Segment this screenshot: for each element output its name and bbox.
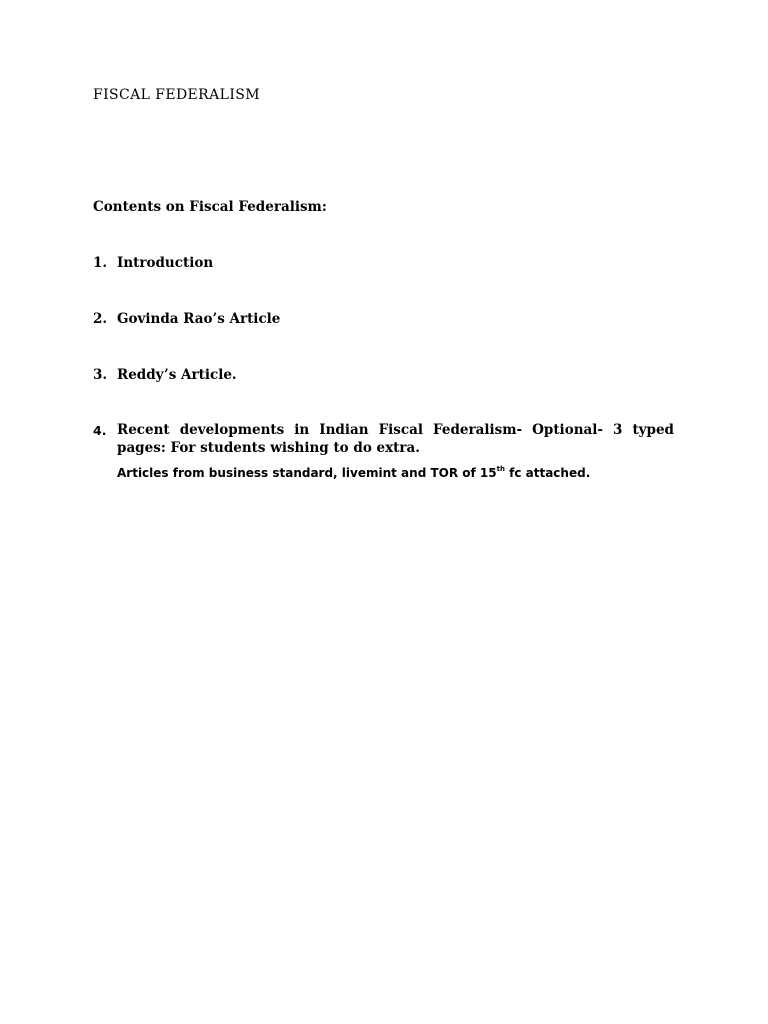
list-item-reddy-article [93, 367, 674, 383]
list-item-number: 2. [93, 311, 108, 327]
list-item-number: 3. [93, 367, 108, 383]
note-text-after: fc attached. [504, 466, 591, 480]
note-superscript: th [496, 465, 505, 473]
contents-heading: Contents on Fiscal Federalism: [93, 199, 327, 215]
list-item-text: Reddy’s Article. [117, 367, 237, 383]
document-title: FISCAL FEDERALISM [93, 87, 260, 103]
list-item-number: 1. [93, 255, 108, 271]
list-item-govinda-rao-article [93, 311, 674, 327]
note-text-before: Articles from business standard, livemint and TOR of 15 [117, 466, 497, 480]
attachments-note [117, 466, 590, 480]
list-item-text: Govinda Rao’s Article [117, 311, 281, 327]
list-item-text: Recent developments in Indian Fiscal Federalism- Optional- 3 typed pages: For students wishing to do extra. [117, 422, 674, 456]
list-item-recent-developments [93, 421, 674, 457]
list-item-number: 4. [93, 423, 107, 438]
list-item-introduction [93, 255, 674, 271]
list-item-text: Introduction [117, 255, 214, 271]
